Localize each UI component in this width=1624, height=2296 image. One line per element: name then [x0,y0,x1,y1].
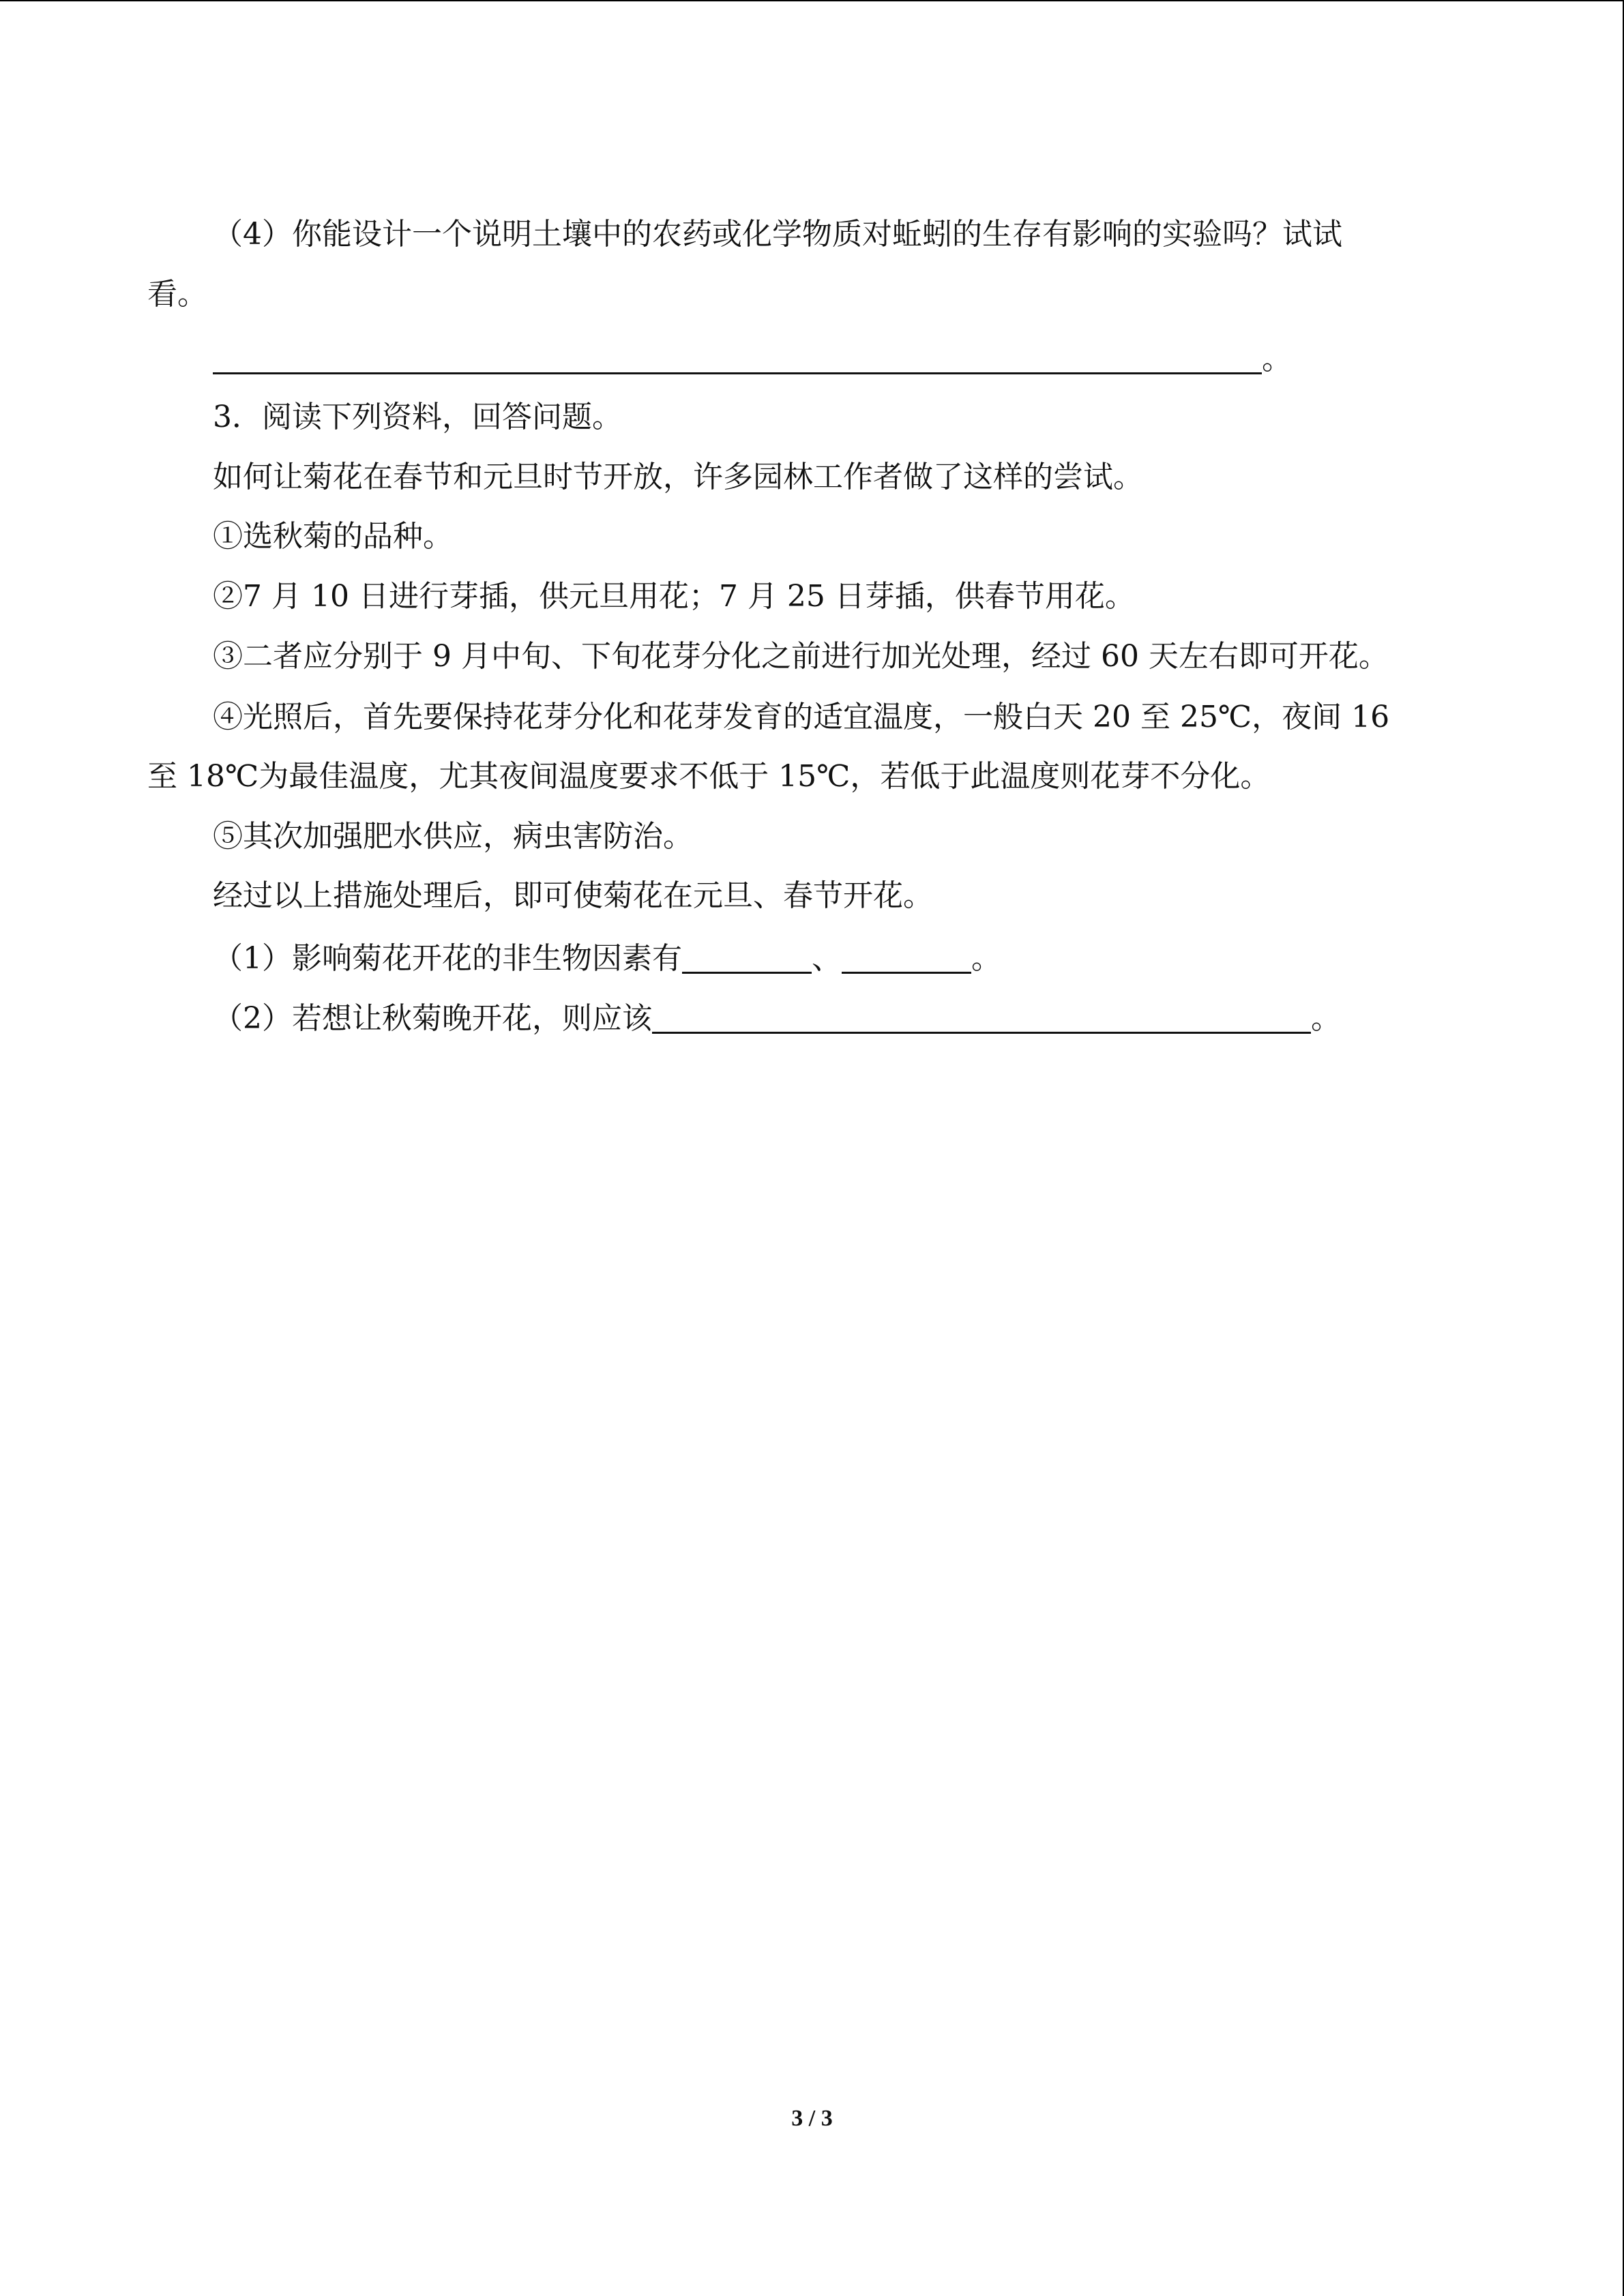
q3-sub1-blank1[interactable] [682,942,812,974]
q3-sub2-prefix: （2）若想让秋菊晚开花，则应该 [213,1001,652,1036]
q3-conclusion: 经过以上措施处理后，即可使菊花在元旦、春节开花。 [213,878,933,913]
q3-step3: ③二者应分别于 9 月中旬、下旬花芽分化之前进行加光处理，经过 60 天左右即可开花。 [213,639,1389,674]
q4-text-line2: 看。 [147,277,207,312]
q3-intro: 如何让菊花在春节和元旦时节开放，许多园林工作者做了这样的尝试。 [213,460,1143,494]
q3-heading: 3．阅读下列资料，回答问题。 [213,400,622,434]
page-number: 3 / 3 [791,2106,833,2131]
q3-sub1 [213,942,1001,974]
q3-step1: ①选秋菊的品种。 [213,519,453,554]
q3-step2: ②7 月 10 日进行芽插，供元旦用花；7 月 25 日芽插，供春节用花。 [213,579,1135,614]
q3-step4-line2: 至 18℃为最佳温度，尤其夜间温度要求不低于 15℃，若低于此温度则花芽不分化。 [147,759,1271,794]
q3-step4-line1: ④光照后，首先要保持花芽分化和花芽发育的适宜温度，一般白天 20 至 25℃，夜间 16 [213,700,1390,734]
q3-sub2 [213,1002,1341,1034]
q4-answer-end: 。 [1262,342,1292,376]
q3-step5: ⑤其次加强肥水供应，病虫害防治。 [213,819,693,854]
q4-text-line1: （4）你能设计一个说明土壤中的农药或化学物质对蚯蚓的生存有影响的实验吗？试试 [213,217,1342,252]
q3-sub1-end: 。 [971,941,1001,976]
q4-answer-line [213,342,1292,374]
q3-sub1-prefix: （1）影响菊花开花的非生物因素有 [213,941,682,976]
q3-sub1-separator: 、 [812,941,842,976]
q3-sub1-blank2[interactable] [842,942,971,974]
q3-sub2-blank[interactable] [652,1002,1311,1034]
q3-sub2-end: 。 [1311,1001,1341,1036]
q4-answer-blank[interactable] [213,342,1262,374]
